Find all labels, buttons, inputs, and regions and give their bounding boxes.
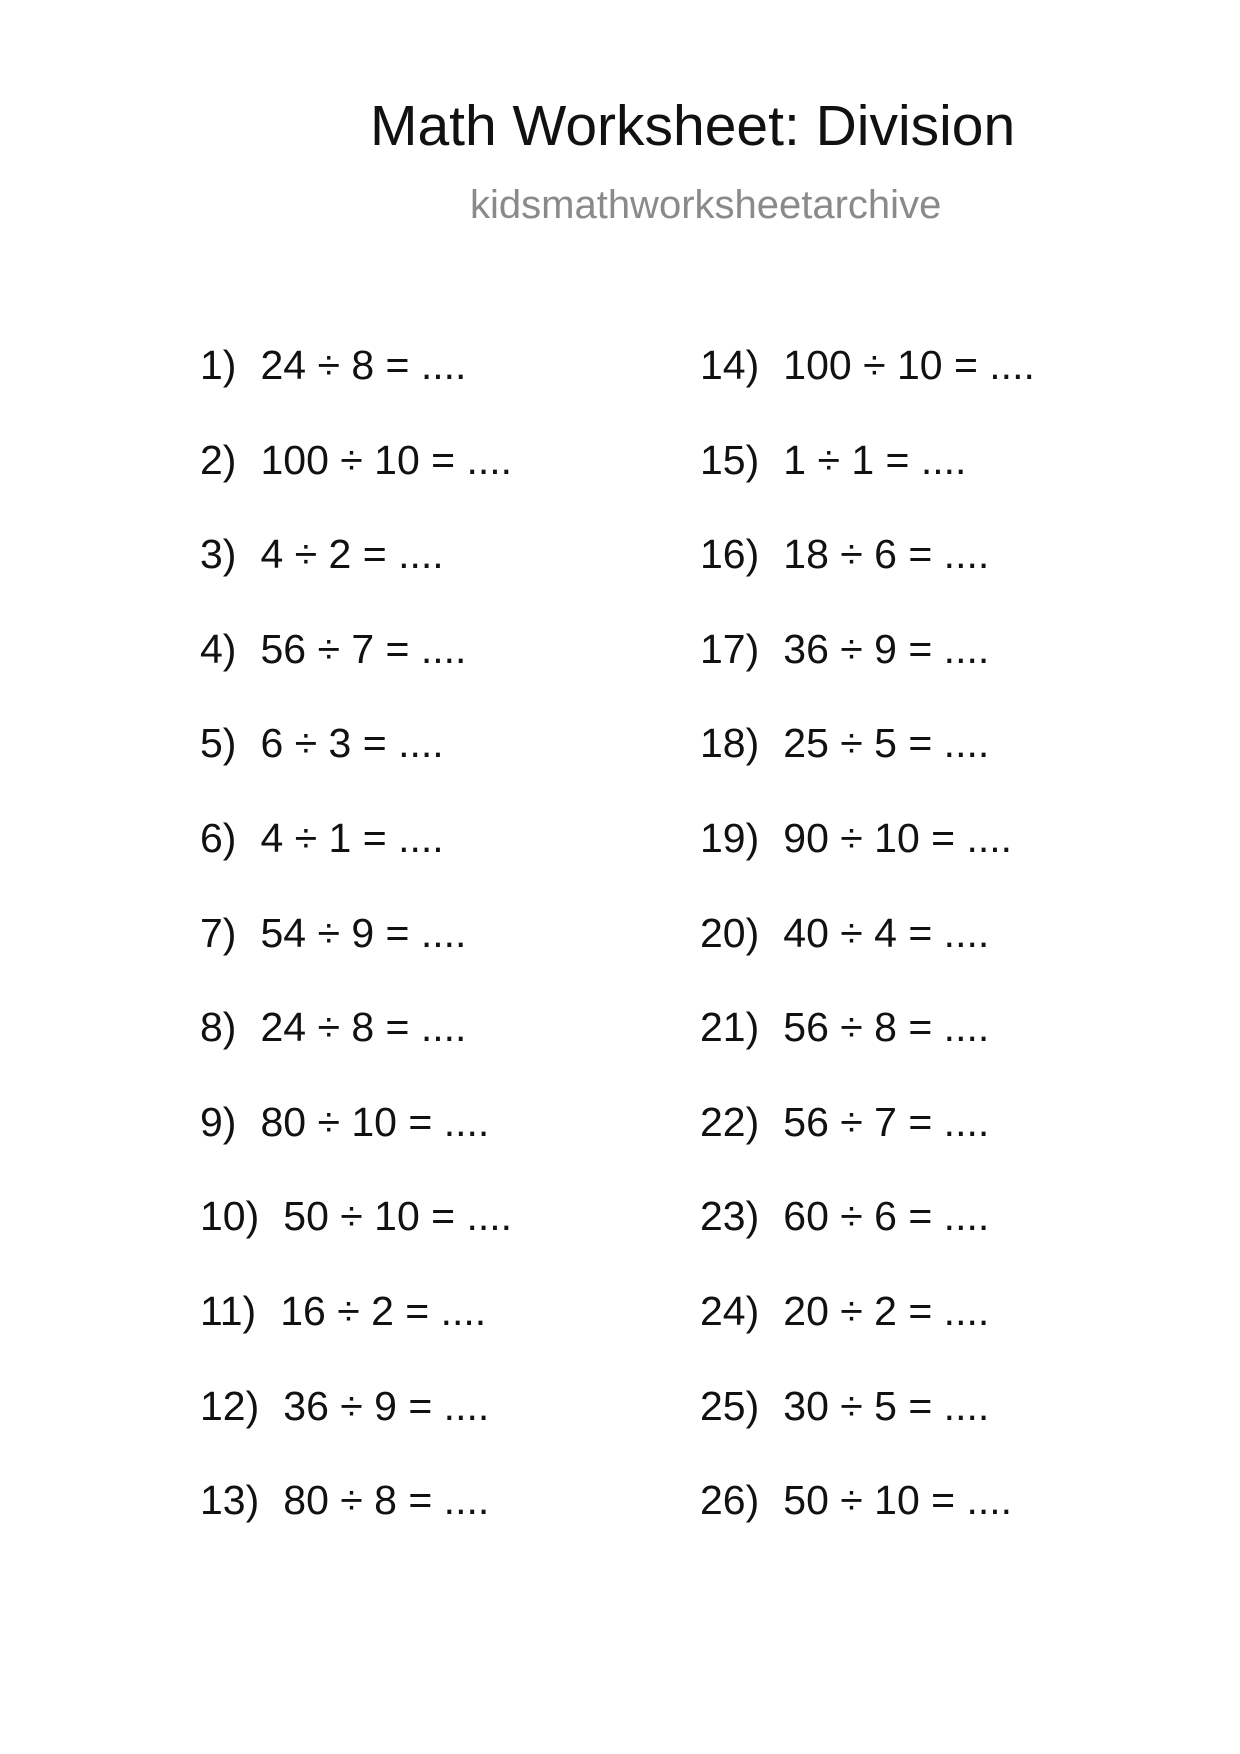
- problem-expression: 100 ÷ 10 = ....: [783, 342, 1035, 388]
- problem-number: 24): [700, 1287, 760, 1334]
- problem-number: 9): [200, 1098, 237, 1145]
- problem-expression: 50 ÷ 10 = ....: [283, 1193, 513, 1240]
- problem-item: [200, 1287, 512, 1386]
- problem-number: 14): [700, 342, 760, 388]
- problem-item: [200, 1193, 513, 1291]
- problem-item: [700, 1193, 1035, 1291]
- problem-item: [700, 342, 1035, 440]
- problem-expression: 30 ÷ 5 = ....: [783, 1382, 990, 1429]
- problem-item: [700, 1004, 1035, 1102]
- problem-number: 7): [200, 909, 237, 956]
- problem-item: [200, 1098, 512, 1197]
- problem-item: [700, 1287, 1035, 1386]
- problem-expression: 36 ÷ 9 = ....: [283, 1382, 490, 1429]
- problem-number: 20): [700, 909, 760, 956]
- problem-expression: 24 ÷ 8 = ....: [260, 342, 467, 388]
- problem-expression: 1 ÷ 1 = ....: [783, 436, 967, 483]
- problem-item: [200, 531, 512, 629]
- problem-item: [200, 342, 512, 440]
- problem-expression: 54 ÷ 9 = ....: [260, 909, 467, 956]
- problem-expression: 18 ÷ 6 = ....: [783, 531, 990, 578]
- problem-number: 10): [200, 1193, 260, 1240]
- problem-expression: 4 ÷ 2 = ....: [260, 531, 444, 578]
- problem-expression: 50 ÷ 10 = ....: [783, 1477, 1013, 1524]
- problem-expression: 40 ÷ 4 = ....: [783, 909, 990, 956]
- problem-number: 1): [200, 342, 237, 388]
- problem-expression: 56 ÷ 7 = ....: [783, 1098, 990, 1145]
- problem-item: [200, 1382, 512, 1481]
- problem-item: [200, 1004, 512, 1102]
- problem-number: 13): [200, 1477, 260, 1524]
- problem-item: [700, 436, 1035, 535]
- problem-item: [700, 1382, 1035, 1481]
- problem-item: [700, 1098, 1035, 1197]
- problem-expression: 100 ÷ 10 = ....: [260, 436, 513, 483]
- problem-item: [700, 814, 1035, 913]
- problem-expression: 90 ÷ 10 = ....: [783, 814, 1013, 861]
- problem-number: 8): [200, 1004, 237, 1051]
- problem-item: [700, 531, 1035, 629]
- problem-expression: 36 ÷ 9 = ....: [783, 625, 990, 672]
- problem-expression: 4 ÷ 1 = ....: [260, 814, 444, 861]
- problem-number: 11): [200, 1287, 257, 1334]
- problem-number: 25): [700, 1382, 760, 1429]
- problem-item: [200, 720, 512, 818]
- problem-number: 4): [200, 625, 237, 672]
- problem-item: [700, 909, 1035, 1008]
- problem-number: 23): [700, 1193, 760, 1240]
- problem-number: 18): [700, 720, 760, 767]
- problem-number: 6): [200, 814, 237, 861]
- problem-number: 26): [700, 1477, 760, 1524]
- problem-item: [700, 625, 1035, 724]
- problem-number: 3): [200, 531, 237, 578]
- problem-expression: 25 ÷ 5 = ....: [783, 720, 990, 767]
- problem-number: 16): [700, 531, 760, 578]
- problem-expression: 24 ÷ 8 = ....: [260, 1004, 467, 1051]
- problem-expression: 56 ÷ 7 = ....: [260, 625, 467, 672]
- problem-expression: 16 ÷ 2 = ....: [280, 1287, 487, 1334]
- problem-item: [200, 814, 512, 913]
- problem-number: 15): [700, 436, 760, 483]
- problem-number: 19): [700, 814, 760, 861]
- problem-number: 17): [700, 625, 760, 672]
- problem-list-left: [200, 342, 513, 1575]
- problem-list-right: [700, 342, 1035, 1575]
- page-title: Math Worksheet: Division: [370, 94, 1016, 158]
- problem-item: [700, 1477, 1035, 1575]
- problem-item: [200, 436, 513, 535]
- problem-item: [700, 720, 1035, 818]
- problem-item: [200, 909, 512, 1008]
- problem-expression: 60 ÷ 6 = ....: [783, 1193, 990, 1240]
- problem-item: [200, 625, 512, 724]
- problem-expression: 80 ÷ 8 = ....: [283, 1477, 490, 1524]
- problem-expression: 20 ÷ 2 = ....: [783, 1287, 990, 1334]
- problem-number: 12): [200, 1382, 260, 1429]
- problem-number: 2): [200, 436, 237, 483]
- problem-expression: 56 ÷ 8 = ....: [783, 1004, 990, 1051]
- problem-expression: 80 ÷ 10 = ....: [260, 1098, 490, 1145]
- problem-number: 5): [200, 720, 237, 767]
- page-subtitle: kidsmathworksheetarchive: [470, 183, 942, 227]
- problem-number: 22): [700, 1098, 760, 1145]
- problem-item: [200, 1477, 512, 1575]
- problem-expression: 6 ÷ 3 = ....: [260, 720, 444, 767]
- problem-number: 21): [700, 1004, 760, 1051]
